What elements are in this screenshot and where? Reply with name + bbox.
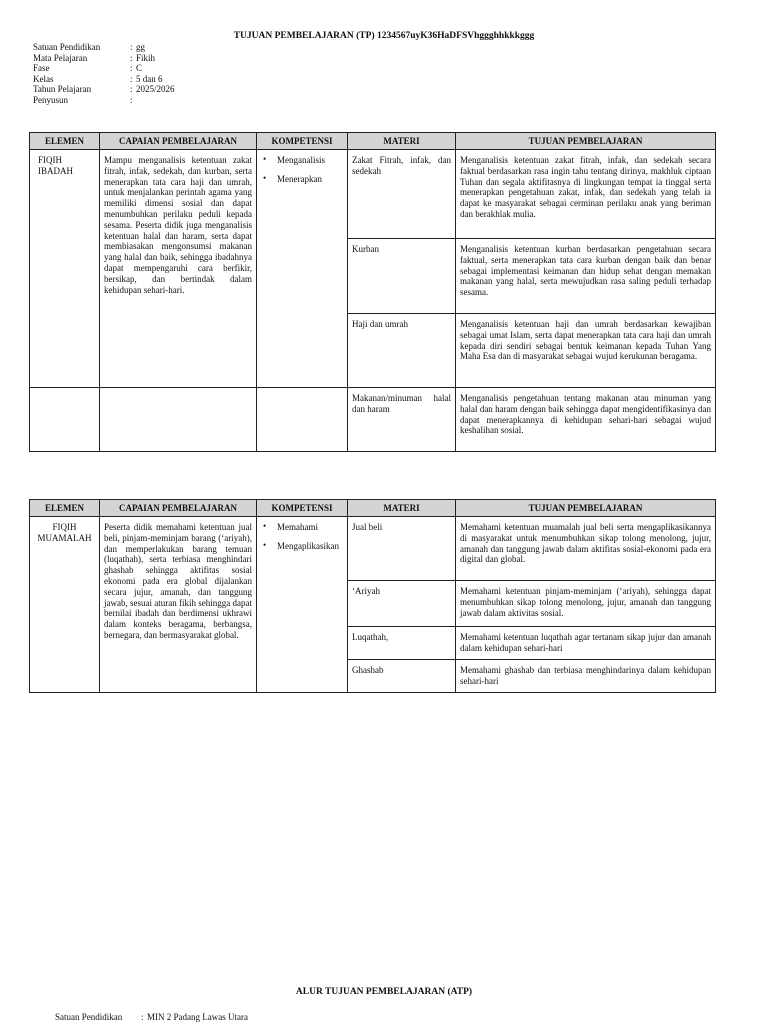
materi-cell: Zakat Fitrah, infak, dan sedekah <box>348 150 456 239</box>
capaian-cell: Peserta didik memahami ketentuan jual beli, pinjam-meminjam barang (‘ariyah), dan memperlakukan barang temuan (luqathah), serta terbiasa menghindari ghashab sehingga aktifitas sosial ekonomi pada era global dijalankan secara jujur, amanah, dan tanggung jawab, sesuai aturan fikih sehingga dapat bernilai ibadah dan berdimensi ukhrawi dalam konteks beragama, berbangsa, bernegara, dan bermasyarakat global. <box>100 517 257 693</box>
materi-cell: Luqathah, <box>348 627 456 660</box>
header-materi: MATERI <box>348 500 456 517</box>
header-tujuan: TUJUAN PEMBELAJARAN <box>456 133 716 150</box>
meta-value: gg <box>136 42 145 52</box>
materi-cell: Jual beli <box>348 517 456 581</box>
capaian-cell: Mampu menganalisis ketentuan zakat fitrah, infak, sedekah, dan kurban, serta menerapkan tata cara haji dan umrah, untuk menjalankan perintah agama yang memiliki dimensi sosial dan dapat menumbuhkan perilaku peduli kepada sesama. Peserta didik juga menganalisis ketentuan halal dan haram, serta dapat membiasakan mengonsumsi makanan yang halal dan baik, sehingga ibadahnya dapat mempengaruhi cara berfikir, bersikap, dan bertindak dalam kehidupan sehari-hari. <box>100 150 257 388</box>
empty-cell <box>100 388 257 452</box>
materi-cell: Ghashab <box>348 660 456 693</box>
meta-label: Tahun Pelajaran <box>33 84 92 95</box>
meta-value: MIN 2 Padang Lawas Utara <box>147 1012 248 1022</box>
header-row <box>30 500 716 517</box>
meta-label: Kelas <box>33 73 54 84</box>
table-row <box>30 517 716 581</box>
header-tujuan: TUJUAN PEMBELAJARAN <box>456 500 716 517</box>
meta-value: Fikih <box>136 52 156 63</box>
meta-row: Fase : C <box>33 63 143 74</box>
header-elemen: ELEMEN <box>30 500 100 517</box>
tujuan-cell: Memahami ketentuan pinjam-meminjam (‘ariyah), sehingga dapat menumbuhkan sikap tolong menolong, jujur, amanah dan tanggung jawab dalam aktivitas sosial. <box>456 581 716 627</box>
empty-cell <box>30 388 100 452</box>
meta-label: Satuan Pendidikan <box>55 1012 123 1022</box>
kompetensi-item: • Menganalisis <box>261 155 343 166</box>
identity-block <box>33 42 175 106</box>
header-elemen: ELEMEN <box>30 133 100 150</box>
kompetensi-item: • Memahami <box>261 522 343 533</box>
header-kompetensi: KOMPETENSI <box>257 500 348 517</box>
meta-row: Kelas : 5 dan 6 <box>33 73 163 84</box>
empty-cell <box>257 388 348 452</box>
elemen-cell: FIQIH IBADAH <box>30 150 100 388</box>
meta-row: Penyusun : <box>33 94 133 105</box>
tujuan-cell: Menganalisis pengetahuan tentang makanan atau minuman yang halal dan haram dengan baik sehingga dapat mengidentifikasinya dan dapat menerapkannya di kehidupan sehari-hari sebagai wujud keshalihan sosial. <box>456 388 716 452</box>
kompetensi-list <box>261 155 343 185</box>
meta-row: Satuan Pendidikan : gg <box>33 42 145 52</box>
table-row <box>30 388 716 452</box>
meta-row: Mata Pelajaran : Fikih <box>33 52 156 63</box>
atp-meta-row: Satuan Pendidikan : MIN 2 Padang Lawas Utara <box>55 1012 248 1022</box>
tp-table-muamalah <box>29 499 716 693</box>
materi-cell: ‘Ariyah <box>348 581 456 627</box>
materi-cell: Makanan/minuman halal dan haram <box>348 388 456 452</box>
header-kompetensi: KOMPETENSI <box>257 133 348 150</box>
header-materi: MATERI <box>348 133 456 150</box>
header-row <box>30 133 716 150</box>
elemen-cell: FIQIH MUAMALAH <box>30 517 100 693</box>
tujuan-cell: Menganalisis ketentuan haji dan umrah berdasarkan kewajiban sebagai umat Islam, serta dapat menerapkan tata cara haji dan umrah kepada diri sendiri sebagai bentuk keimanan kepada Tuhan Yang Maha Esa dan di masyarakat sebagai wujud kerukunan beragama. <box>456 314 716 388</box>
tujuan-cell: Memahami ketentuan muamalah jual beli serta mengaplikasikannya di masyarakat untuk menumbuhkan sikap tolong menolong, jujur, amanah dan tanggung jawab dalam aktifitas sosial-ekonomi pada era digital dan global. <box>456 517 716 581</box>
tp-table-ibadah <box>29 132 716 452</box>
kompetensi-item: • Menerapkan <box>261 174 343 185</box>
meta-value: 2025/2026 <box>136 84 175 95</box>
kompetensi-cell <box>257 517 348 693</box>
document-title: TUJUAN PEMBELAJARAN (TP) 1234567uyK36HaDFSVhggghhkkkggg <box>233 31 535 41</box>
tujuan-cell: Menganalisis ketentuan zakat fitrah, infak, dan sedekah secara faktual berdasarkan rasa ingin tahu tentang dirinya, makhluk ciptaan Tuhan dan segala aktifitasnya di lingkungan tempat ia tinggal serta menerapkan pengetahuan zakat, infak, dan sedekah yang telah ia dapat ke masyarakat sebagai cerminan perilaku anak yang beriman dan berakhlak mulia. <box>456 150 716 239</box>
meta-row: Tahun Pelajaran : 2025/2026 <box>33 84 175 95</box>
meta-value: 5 dan 6 <box>136 73 163 84</box>
meta-label: Penyusun <box>33 94 69 105</box>
tujuan-cell: Memahami ketentuan luqathah agar tertanam sikap jujur dan amanah dalam kehidupan sehari-hari <box>456 627 716 660</box>
meta-label: Mata Pelajaran <box>33 52 88 63</box>
tujuan-cell: Menganalisis ketentuan kurban berdasarkan pengetahuan secara faktual, serta menerapkan tata cara kurban dengan baik dan benar sebagai implementasi keimanan dan hidup sehat dengan memakan makanan yang halal, serta mewujudkan rasa saling peduli terhadap sesama. <box>456 239 716 314</box>
kompetensi-list <box>261 522 343 552</box>
meta-label: Fase <box>33 63 50 74</box>
meta-label: Satuan Pendidikan <box>33 42 101 52</box>
meta-value: C <box>136 63 143 74</box>
kompetensi-item: • Mengaplikasikan <box>261 541 343 552</box>
header-capaian: CAPAIAN PEMBELAJARAN <box>100 133 257 150</box>
header-capaian: CAPAIAN PEMBELAJARAN <box>100 500 257 517</box>
materi-cell: Kurban <box>348 239 456 314</box>
materi-cell: Haji dan umrah <box>348 314 456 388</box>
atp-title: ALUR TUJUAN PEMBELAJARAN (ATP) <box>295 987 473 997</box>
kompetensi-cell <box>257 150 348 388</box>
table-row <box>30 150 716 239</box>
tujuan-cell: Memahami ghashab dan terbiasa menghindarinya dalam kehidupan sehari-hari <box>456 660 716 693</box>
